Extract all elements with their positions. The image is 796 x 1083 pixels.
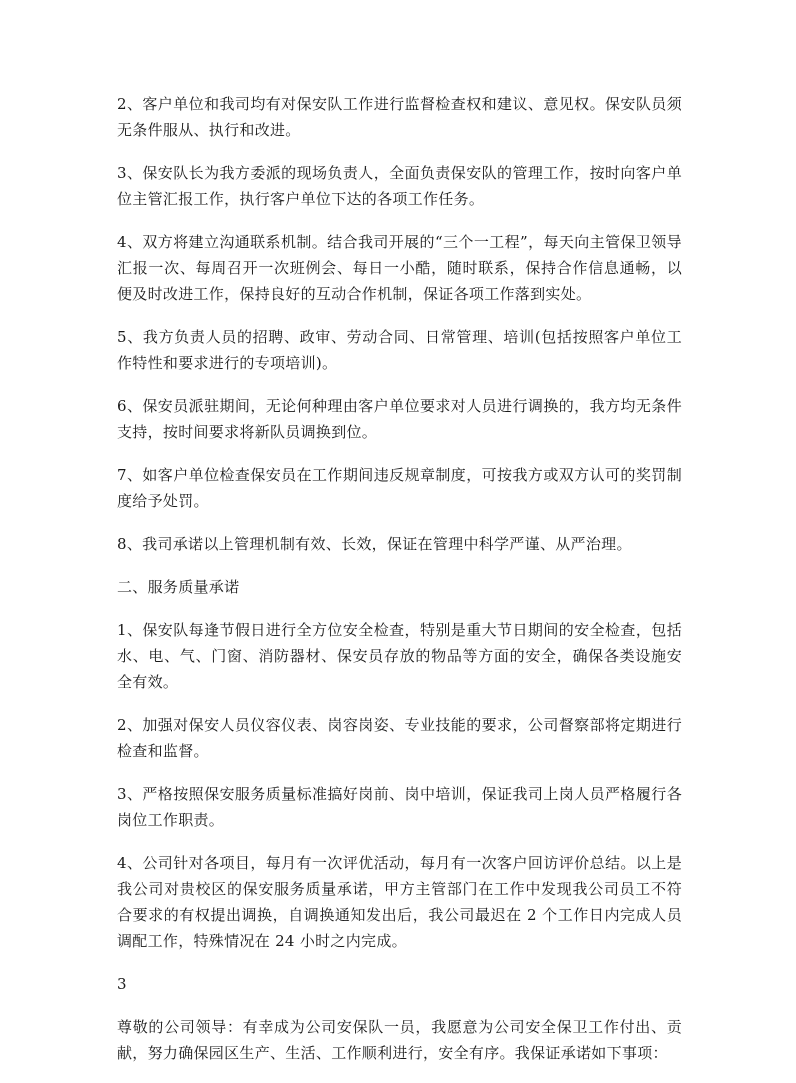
section-service-quality-heading: 二、服务质量承诺	[117, 578, 240, 596]
pledge-intro: 尊敬的公司领导：有幸成为公司安保队一员，我愿意为公司安全保卫工作付出、贡献，努力确保园区生产、生活、工作顺利进行，安全有序。我保证承诺如下事项：	[117, 1018, 682, 1062]
clause-8-commitment: 8、我司承诺以上管理机制有效、长效，保证在管理中科学严谨、从严治理。	[117, 535, 632, 553]
clause-6-replacement: 6、保安员派驻期间，无论何种理由客户单位要求对人员进行调换的，我方均无条件支持，按时间要求将新队员调换到位。	[117, 397, 682, 441]
quality-1-inspection: 1、保安队每逢节假日进行全方位安全检查，特别是重大节日期间的安全检查，包括水、电、气、门窗、消防器材、保安员存放的物品等方面的安全，确保各类设施安全有效。	[117, 621, 682, 691]
quality-2-appearance: 2、加强对保安人员仪容仪表、岗容岗姿、专业技能的要求，公司督察部将定期进行检查和监督。	[117, 716, 682, 760]
clause-3-team-leader: 3、保安队长为我方委派的现场负责人，全面负责保安队的管理工作，按时向客户单位主管汇报工作，执行客户单位下达的各项工作任务。	[117, 164, 682, 208]
clause-5-hr: 5、我方负责人员的招聘、政审、劳动合同、日常管理、培训(包括按照客户单位工作特性和要求进行的专项培训)。	[117, 328, 682, 372]
clause-7-penalty: 7、如客户单位检查保安员在工作期间违反规章制度，可按我方或双方认可的奖罚制度给予处罚。	[117, 466, 682, 510]
clause-4-communication: 4、双方将建立沟通联系机制。结合我司开展的“三个一工程”，每天向主管保卫领导汇报一次、每周召开一次班例会、每日一小酷，随时联系，保持合作信息通畅，以便及时改进工作，保持良好的互动合作机制，保证各项工作落到实处。	[117, 233, 682, 303]
quality-3-training: 3、严格按照保安服务质量标准搞好岗前、岗中培训，保证我司上岗人员严格履行各岗位工作职责。	[117, 785, 682, 829]
section-number: 3	[117, 975, 127, 993]
clause-2-supervision: 2、客户单位和我司均有对保安队工作进行监督检查权和建议、意见权。保安队员须无条件服从、执行和改进。	[117, 95, 682, 139]
quality-4-evaluation: 4、公司针对各项目，每月有一次评优活动，每月有一次客户回访评价总结。以上是我公司对贵校区的保安服务质量承诺，甲方主管部门在工作中发现我公司员工不符合要求的有权提出调换，自调换通知发出后，我公司最迟在 2 个工作日内完成人员调配工作，特殊情况在 24 小时之内完成。	[117, 854, 682, 950]
document-page	[117, 91, 682, 1083]
